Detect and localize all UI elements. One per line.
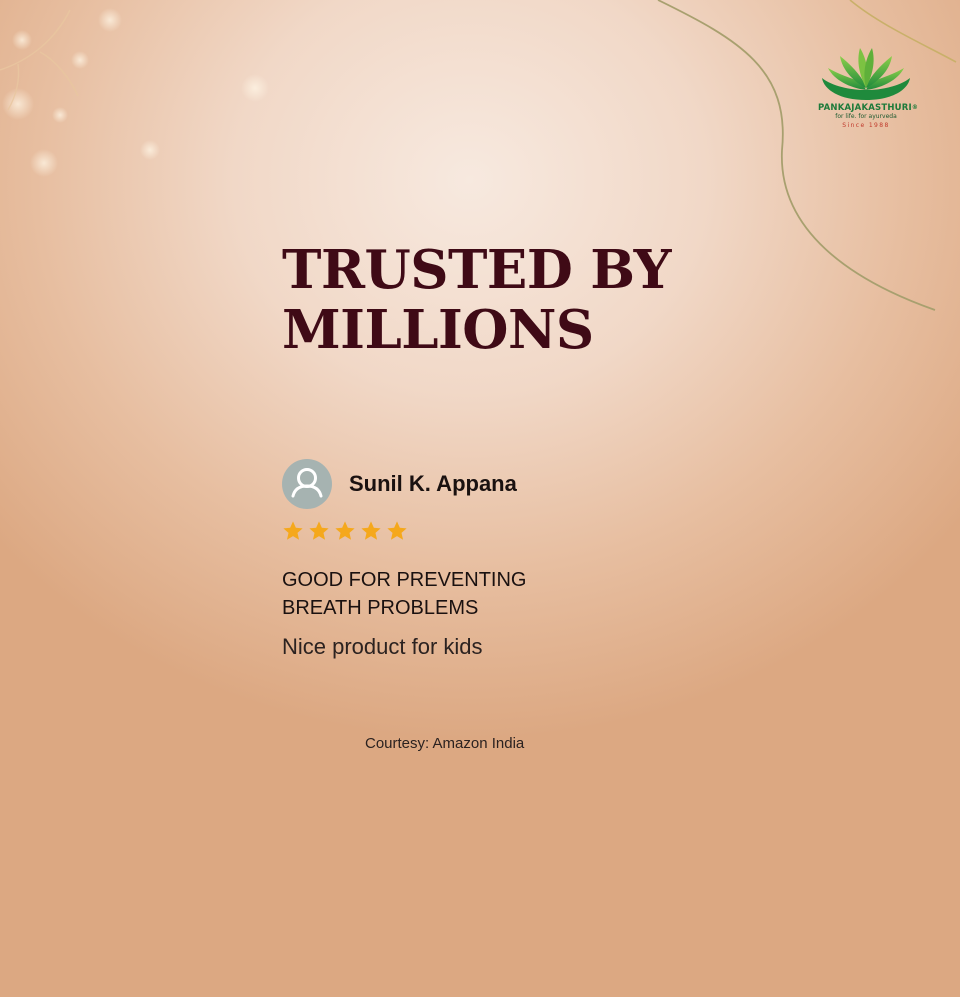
review-title-line-1: GOOD FOR PREVENTING — [282, 569, 527, 591]
brand-name: PANKAJAKASTHURI® — [818, 103, 919, 113]
bokeh-lights — [2, 8, 269, 177]
golden-branch — [0, 10, 78, 110]
reviewer-name: Sunil K. Appana — [349, 471, 517, 496]
star-icon — [386, 520, 408, 542]
lotus-logo-icon — [820, 44, 912, 102]
reviewer — [282, 459, 702, 509]
star-icon — [282, 520, 304, 542]
star-icon — [360, 520, 382, 542]
brand-tagline: for life. for ayurveda — [835, 113, 897, 120]
review-title — [282, 566, 702, 622]
review-body: Nice product for kids — [282, 634, 483, 659]
brand-logo — [818, 44, 919, 130]
headline — [282, 240, 671, 360]
review-card — [282, 459, 702, 660]
user-avatar-icon — [282, 459, 332, 509]
star-icon — [334, 520, 356, 542]
headline-line-1: TRUSTED BY — [282, 239, 671, 301]
review-title-line-2: BREATH PROBLEMS — [282, 597, 479, 619]
courtesy-note: Courtesy: Amazon India — [365, 735, 525, 752]
headline-line-2: MILLIONS — [282, 299, 594, 361]
brand-since: Since 1988 — [842, 122, 890, 129]
star-rating — [282, 520, 702, 544]
star-icon — [308, 520, 330, 542]
